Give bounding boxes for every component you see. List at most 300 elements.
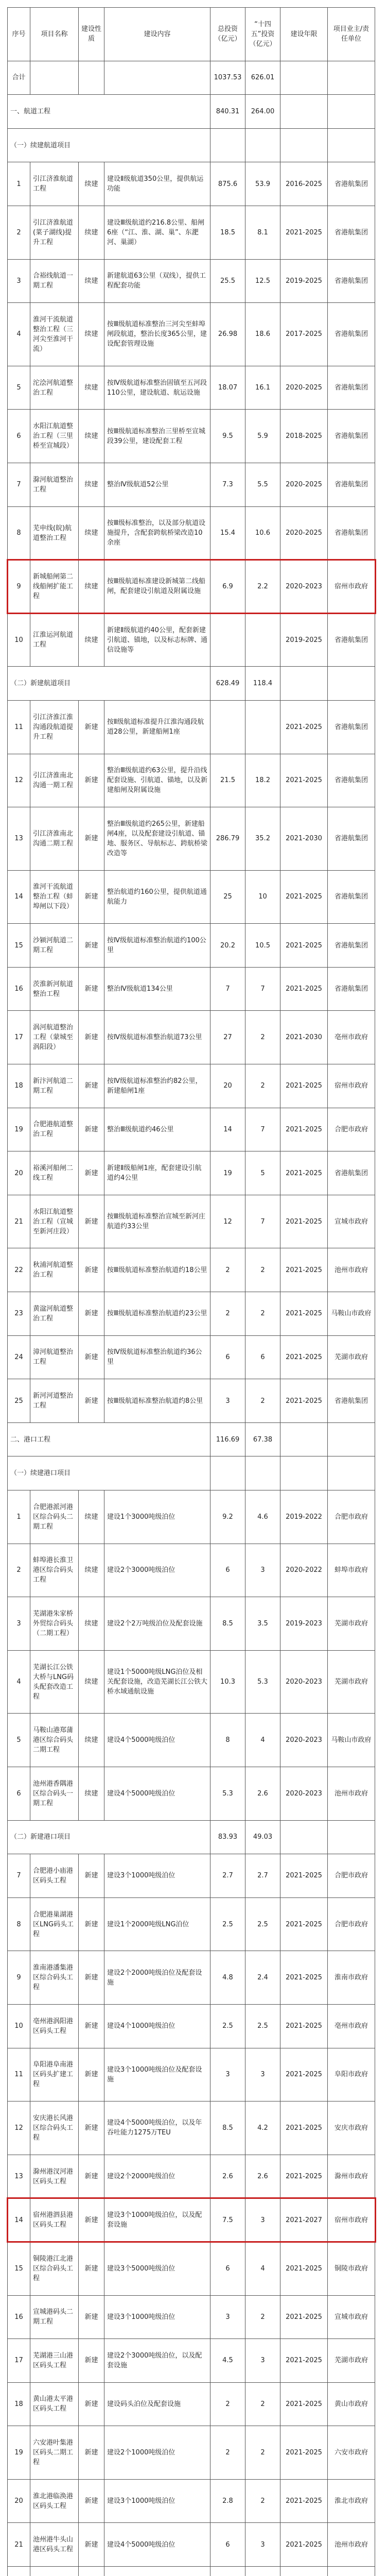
cell-content: 建设3个1000吨级泊位 (104, 2295, 210, 2339)
cell-content: 按Ⅱ级航道标准提升江淮沟通段航道28公里，新建船闸1座 (104, 700, 210, 754)
table-row (8, 1064, 375, 1108)
cell-plan: 3 (245, 2198, 280, 2242)
cell-owner: 黄山市政府 (328, 2382, 375, 2426)
cell-no: 8 (8, 506, 30, 560)
cell-period: 2021-2025 (280, 870, 328, 924)
cell-name: 滁州港汊河港区码头工程 (30, 2155, 79, 2198)
cell-owner: 省港航集团 (328, 206, 375, 259)
table-row (8, 1897, 375, 1951)
cell-invest: 7.3 (210, 463, 245, 506)
cell-no: 24 (8, 1335, 30, 1379)
cell-name: 沙颍河航道二期工程 (30, 924, 79, 968)
section-blank (280, 95, 328, 129)
cell-no: 13 (8, 2155, 30, 2198)
cell-type: 新建 (79, 2242, 104, 2295)
cell-content: 按Ⅲ级航道标准整治三河尖至蚌埠闸段航道，整治长度365公里，建设配套管理设施 (104, 303, 210, 366)
cell-content: 整治Ⅲ级航道约265公里，新建船闸4座，以及配套建设引航道、锚地、服务区、导航标志、跨航桥梁改造等 (104, 807, 210, 871)
group-row (8, 1820, 375, 1854)
total-plan: 626.01 (245, 61, 280, 95)
cell-invest: 27 (210, 1011, 245, 1064)
cell-type: 续建 (79, 1714, 104, 1767)
cell-type: 新建 (79, 1951, 104, 2005)
cell-name: 蚌埠港长淮卫港区综合码头工程 (30, 1544, 79, 1597)
cell-plan: 5.9 (245, 410, 280, 463)
cell-invest: 4.5 (210, 2339, 245, 2383)
cell-type: 新建 (79, 2523, 104, 2567)
table-row (8, 1650, 375, 1714)
cell-content: 整治Ⅲ级航道约63公里，提升沿线配套设施、引航道、锚地，以及新建船闸及附属设施 (104, 754, 210, 807)
table-row (8, 1379, 375, 1423)
cell-name: 裕溪河船闸二线工程 (30, 1151, 79, 1195)
cell-plan: 7 (245, 967, 280, 1011)
cell-no: 16 (8, 2295, 30, 2339)
table-row (8, 1011, 375, 1064)
cell-owner: 蚌埠市政府 (328, 1544, 375, 1597)
cell-plan: 10.6 (245, 506, 280, 560)
cell-no: 10 (8, 613, 30, 667)
cell-owner: 铜陵市政府 (328, 2242, 375, 2295)
cell-period: 2021-2025 (280, 1335, 328, 1379)
cell-invest: 14 (210, 1108, 245, 1151)
cell-invest: 7 (210, 967, 245, 1011)
cell-name: 宿州港泗县港区码头工程 (30, 2198, 79, 2242)
cell-owner: 省港航集团 (328, 162, 375, 206)
table-row (8, 807, 375, 871)
cell-no: 16 (8, 967, 30, 1011)
cell-owner: 省港航集团 (328, 967, 375, 1011)
cell-period: 2021-2025 (280, 1108, 328, 1151)
cell-invest: 21.5 (210, 754, 245, 807)
group-blank (280, 1456, 328, 1490)
table-row (8, 2426, 375, 2480)
cell-plan (245, 613, 280, 667)
cell-invest: 9.5 (210, 410, 245, 463)
cell-plan (245, 2567, 280, 2576)
group-title: （一）续建航道项目 (8, 128, 210, 162)
cell-plan: 3 (245, 2523, 280, 2567)
cell-owner: 阜阳市政府 (328, 2048, 375, 2102)
cell-no: 20 (8, 1151, 30, 1195)
cell-name: 合肥港航道整治工程 (30, 1108, 79, 1151)
cell-period: 2021-2025 (280, 2102, 328, 2155)
cell-invest: 6.9 (210, 560, 245, 614)
cell-invest: 6 (210, 1335, 245, 1379)
cell-plan: 2.4 (245, 1951, 280, 2005)
cell-owner: 淮南市政府 (328, 1951, 375, 2005)
cell-no: 19 (8, 2426, 30, 2480)
cell-owner: 省港航集团 (328, 1151, 375, 1195)
cell-no: 21 (8, 1195, 30, 1248)
group-title: （一）续建港口项目 (8, 1456, 210, 1490)
cell-name: 秋浦河航道整治工程 (30, 1248, 79, 1292)
group-invest: 83.93 (210, 1820, 245, 1854)
cell-period: 2021-2025 (280, 1248, 328, 1292)
cell-owner: 池州市政府 (328, 2523, 375, 2567)
cell-plan: 2 (245, 1292, 280, 1336)
section-row (8, 95, 375, 129)
cell-no: 3 (8, 1597, 30, 1651)
total-blank (79, 61, 104, 95)
cell-name: 淮北港临涣港区码头工程 (30, 2479, 79, 2523)
cell-content: 按Ⅲ级标准整治，以及部分航道设施提升，含配套跨航桥梁改造10余座 (104, 506, 210, 560)
cell-plan (245, 700, 280, 754)
table-row (8, 506, 375, 560)
cell-type: 新建 (79, 2382, 104, 2426)
cell-no: 9 (8, 560, 30, 614)
cell-type: 新建 (79, 1195, 104, 1248)
table-row (8, 206, 375, 259)
cell-owner: 合肥市政府 (328, 1108, 375, 1151)
cell-period: 2021-2030 (280, 807, 328, 871)
cell-period: 2019-2025 (280, 613, 328, 667)
cell-period: 2021-2025 (280, 2523, 328, 2567)
cell-invest: 2.7 (210, 1854, 245, 1898)
cell-content: 建设Ⅲ级航道约216.8公里、船闸6座（“江、淮、湖、巢”、东淝河、巢湖） (104, 206, 210, 259)
cell-name: 合肥港派河港区综合码头二期工程 (30, 1490, 79, 1544)
cell-owner: 省港航集团 (328, 259, 375, 303)
cell-type: 续建 (79, 463, 104, 506)
cell-no: 2 (8, 206, 30, 259)
project-table-container (7, 7, 375, 2576)
cell-no: 23 (8, 1292, 30, 1336)
group-title: （二）新建航道项目 (8, 667, 210, 701)
cell-owner: 省港航集团 (328, 924, 375, 968)
cell-name: 水阳江航道整治工程（三里桥至宣城段） (30, 410, 79, 463)
cell-owner: 省港航集团 (328, 1379, 375, 1423)
cell-plan: 3 (245, 2048, 280, 2102)
cell-content: 按Ⅳ级航道标准整治约82公里，新建船闸1座 (104, 1064, 210, 1108)
cell-type: 新建 (79, 754, 104, 807)
cell-period: 2021-2025 (280, 2155, 328, 2198)
cell-invest: 19 (210, 1151, 245, 1195)
table-row (8, 967, 375, 1011)
cell-period: 2020-2023 (280, 560, 328, 614)
cell-invest: 3 (210, 1379, 245, 1423)
cell-period: 2020-2025 (280, 506, 328, 560)
cell-invest: 875.6 (210, 162, 245, 206)
cell-no: 11 (8, 700, 30, 754)
cell-period: 2021-2025 (280, 1379, 328, 1423)
table-row (8, 2155, 375, 2198)
group-blank (328, 1456, 375, 1490)
cell-period: 2020-2023 (280, 1650, 328, 1714)
header-plan: “十四五”投资（亿元） (245, 8, 280, 61)
cell-invest: 6 (210, 1544, 245, 1597)
group-invest (210, 128, 245, 162)
cell-content: 建设4个5000吨级泊位 (104, 1714, 210, 1767)
cell-period: 2021-2025 (280, 2242, 328, 2295)
table-row (8, 2339, 375, 2383)
cell-name: 江淮运河航道工程 (30, 613, 79, 667)
cell-invest: 18.5 (210, 206, 245, 259)
cell-owner: 芜湖市政府 (328, 1650, 375, 1714)
table-header-row (8, 8, 375, 61)
cell-type: 新建 (79, 2102, 104, 2155)
cell-plan: 10 (245, 870, 280, 924)
cell-invest: 8.5 (210, 2102, 245, 2155)
cell-content (104, 2567, 210, 2576)
cell-type: 新建 (79, 1151, 104, 1195)
cell-content: 按Ⅲ级航道标准整治航道约8公里 (104, 1379, 210, 1423)
table-row (8, 463, 375, 506)
table-row (8, 2479, 375, 2523)
cell-period: 2021-2025 (280, 1292, 328, 1336)
cell-invest (210, 2567, 245, 2576)
cell-plan: 2.2 (245, 560, 280, 614)
cell-period: 2020-2025 (280, 366, 328, 410)
cell-content: 建设3个1000吨级泊位 (104, 1854, 210, 1898)
cell-owner: 亳州市政府 (328, 2004, 375, 2048)
cell-no: 3 (8, 259, 30, 303)
cell-content: 按Ⅳ级航道标准整治航道约100公里 (104, 924, 210, 968)
cell-content: 建设2个3000吨级泊位，以及配套设施 (104, 2339, 210, 2383)
cell-no: 13 (8, 807, 30, 871)
cell-plan: 35.2 (245, 807, 280, 871)
cell-no: 10 (8, 2004, 30, 2048)
cell-plan: 7 (245, 1195, 280, 1248)
section-title: 二、港口工程 (8, 1422, 210, 1456)
cell-content: 建设2个1000吨级泊位 (104, 2426, 210, 2480)
cell-owner: 合肥市政府 (328, 1490, 375, 1544)
table-row (8, 1544, 375, 1597)
cell-owner: 省港航集团 (328, 366, 375, 410)
cell-owner: 宣城市政府 (328, 2295, 375, 2339)
header-period: 建设年限 (280, 8, 328, 61)
cell-period: 2016-2025 (280, 162, 328, 206)
cell-period (280, 2567, 328, 2576)
group-row (8, 128, 375, 162)
cell-content: 按Ⅲ级航道标准整治航道约23公里 (104, 1292, 210, 1336)
cell-type: 续建 (79, 506, 104, 560)
cell-content: 建设2个2万吨级泊位及配套设施 (104, 1597, 210, 1651)
cell-name: 水阳江航道整治工程（宣城至新河庄段） (30, 1195, 79, 1248)
cell-owner: 宿州市政府 (328, 560, 375, 614)
cell-content: 建设2个2000吨级泊位 (104, 2155, 210, 2198)
cell-owner: 宿州市政府 (328, 2198, 375, 2242)
cell-invest: 25 (210, 870, 245, 924)
cell-plan: 5.5 (245, 463, 280, 506)
cell-no: 9 (8, 1951, 30, 2005)
cell-name: 淮河干流航道整治工程（三河尖至淮河干流） (30, 303, 79, 366)
cell-no: 8 (8, 1897, 30, 1951)
cell-name: 沱浍河航道整治工程 (30, 366, 79, 410)
total-invest: 1037.53 (210, 61, 245, 95)
cell-name (30, 2567, 79, 2576)
table-row (8, 2004, 375, 2048)
table-row (8, 924, 375, 968)
cell-type: 续建 (79, 1490, 104, 1544)
cell-plan: 7 (245, 1108, 280, 1151)
cell-plan: 2 (245, 1011, 280, 1064)
cell-type: 新建 (79, 2198, 104, 2242)
cell-name: 铜陵港江北港区综合码头工程 (30, 2242, 79, 2295)
cell-no: 5 (8, 366, 30, 410)
cell-invest: 18.07 (210, 366, 245, 410)
cell-content: 建设4个5000吨级泊位，以及年吞吐能力1275万TEU (104, 2102, 210, 2155)
cell-no: 15 (8, 924, 30, 968)
cell-invest: 26.98 (210, 303, 245, 366)
cell-type: 新建 (79, 924, 104, 968)
cell-content: 建设3个1000吨级泊位，以及配套设施 (104, 2198, 210, 2242)
cell-owner: 省港航集团 (328, 613, 375, 667)
group-blank (280, 1820, 328, 1854)
section-row (8, 1422, 375, 1456)
cell-type: 新建 (79, 807, 104, 871)
table-row (8, 870, 375, 924)
cell-type: 新建 (79, 967, 104, 1011)
cell-owner: 省港航集团 (328, 463, 375, 506)
total-blank (104, 61, 210, 95)
table-row (8, 2382, 375, 2426)
cell-content: 建设1个2000吨级LNG泊位 (104, 1897, 210, 1951)
total-blank (328, 61, 375, 95)
cell-plan: 4.6 (245, 1490, 280, 1544)
cell-content: 整治Ⅳ级航道134公里 (104, 967, 210, 1011)
table-row (8, 1951, 375, 2005)
cell-owner: 安庆市政府 (328, 2102, 375, 2155)
cell-period: 2021-2025 (280, 1195, 328, 1248)
cell-no: 2 (8, 1544, 30, 1597)
cell-invest: 2 (210, 2382, 245, 2426)
cell-name: 池州港香隅港区综合码头一期工程 (30, 1767, 79, 1820)
table-row (8, 700, 375, 754)
cell-type: 新建 (79, 1897, 104, 1951)
cell-period: 2021-2025 (280, 754, 328, 807)
cell-no: 19 (8, 1108, 30, 1151)
cell-owner: 池州市政府 (328, 1767, 375, 1820)
cell-period: 2021-2025 (280, 1854, 328, 1898)
cell-type: 续建 (79, 259, 104, 303)
cell-type: 续建 (79, 1767, 104, 1820)
cell-no: 6 (8, 410, 30, 463)
cell-invest (210, 613, 245, 667)
cell-no: 12 (8, 2102, 30, 2155)
cell-type: 新建 (79, 2048, 104, 2102)
table-row (8, 1248, 375, 1292)
cell-plan: 2 (245, 1248, 280, 1292)
cell-invest: 2.8 (210, 2479, 245, 2523)
cell-invest: 20 (210, 1064, 245, 1108)
cell-content: 整治Ⅳ级航道52公里 (104, 463, 210, 506)
group-plan (245, 1456, 280, 1490)
cell-plan: 16.1 (245, 366, 280, 410)
cell-invest: 8 (210, 1714, 245, 1767)
cell-period: 2020-2025 (280, 463, 328, 506)
cell-content: 新建Ⅱ级船闸1座，配套建设引航道约4公里 (104, 1151, 210, 1195)
cell-name: 亳州港涡阳港区码头工程 (30, 2004, 79, 2048)
cell-name: 芜湖港朱家桥外贸综合码头（二期工程） (30, 1597, 79, 1651)
cell-owner: 宣城市政府 (328, 1195, 375, 1248)
cell-period: 2017-2025 (280, 303, 328, 366)
cell-content: 按Ⅲ级航道标准整治航道约18公里 (104, 1248, 210, 1292)
cell-period: 2021-2025 (280, 2426, 328, 2480)
section-title: 一、航道工程 (8, 95, 210, 129)
table-row (8, 2048, 375, 2102)
cell-name: 涡河航道整治工程（蒙城至涡阳段） (30, 1011, 79, 1064)
cell-type: 续建 (79, 303, 104, 366)
cell-plan: 2 (245, 2382, 280, 2426)
cell-owner: 六安市政府 (328, 2426, 375, 2480)
group-blank (280, 667, 328, 701)
group-blank (280, 128, 328, 162)
cell-owner: 马鞍山市政府 (328, 1292, 375, 1336)
cell-plan: 5.3 (245, 1650, 280, 1714)
cell-type: 新建 (79, 2339, 104, 2383)
cell-owner: 省港航集团 (328, 807, 375, 871)
cell-no: 14 (8, 2198, 30, 2242)
table-row (8, 1767, 375, 1820)
cell-content: 建设3个5000吨级泊位 (104, 2242, 210, 2295)
cell-content: 按Ⅲ级航道标准整治宣城至新河庄航道约33公里 (104, 1195, 210, 1248)
cell-no: 5 (8, 1714, 30, 1767)
group-blank (328, 667, 375, 701)
cell-type: 新建 (79, 1335, 104, 1379)
cell-name: 新河河道整治工程 (30, 1379, 79, 1423)
cell-period: 2021-2025 (280, 2004, 328, 2048)
group-invest (210, 1456, 245, 1490)
cell-content: 按Ⅲ级航道标准整治三里桥至宣城段39公里，建设配套工程 (104, 410, 210, 463)
table-row (8, 2242, 375, 2295)
cell-period: 2021-2025 (280, 2048, 328, 2102)
cell-name: 阜阳港阜南港区码头扩建工程 (30, 2048, 79, 2102)
cell-content: 建设1个5000吨级LNG泊位及相关配套设施，改造芜湖长江公铁大桥水域通航设施 (104, 1650, 210, 1714)
cell-plan: 2 (245, 2426, 280, 2480)
cell-owner: 芜湖市政府 (328, 1597, 375, 1651)
cell-content: 建设Ⅱ级航道350公里，提供航运功能 (104, 162, 210, 206)
cell-period: 2018-2025 (280, 410, 328, 463)
table-row (8, 1108, 375, 1151)
cell-name: 芜申线(皖)航道整治工程 (30, 506, 79, 560)
cell-period: 2021-2025 (280, 2382, 328, 2426)
table-row (8, 1151, 375, 1195)
cell-no (8, 2567, 30, 2576)
cell-plan: 3 (245, 1544, 280, 1597)
section-plan: 264.00 (245, 95, 280, 129)
table-row (8, 1195, 375, 1248)
table-row (8, 560, 375, 614)
cell-content: 新建Ⅱ级航道约40公里，配套新建引航道、锚地，以及标志标牌、通信设施等 (104, 613, 210, 667)
section-plan: 67.38 (245, 1422, 280, 1456)
cell-content: 按Ⅲ级航道标准建设新城第二线船闸，配套建设引航道及附属设施 (104, 560, 210, 614)
cell-period: 2021-2025 (280, 2479, 328, 2523)
cell-invest: 286.79 (210, 807, 245, 871)
cell-content: 建设4个5000吨级泊位 (104, 2523, 210, 2567)
cell-no: 4 (8, 1650, 30, 1714)
cell-content: 按Ⅳ级航道标准整治航道约36公里 (104, 1335, 210, 1379)
cell-type: 新建 (79, 870, 104, 924)
cell-no: 18 (8, 1064, 30, 1108)
section-invest: 840.31 (210, 95, 245, 129)
cell-name: 池州港牛头山港区码头工程 (30, 2523, 79, 2567)
cell-no: 17 (8, 2339, 30, 2383)
cell-invest: 25.5 (210, 259, 245, 303)
cell-no: 17 (8, 1011, 30, 1064)
cell-plan: 2.5 (245, 2004, 280, 2048)
table-row (8, 2198, 375, 2242)
cell-content: 建设4个1000吨级泊位 (104, 2004, 210, 2048)
total-label: 合计 (8, 61, 30, 95)
cell-plan: 3.5 (245, 1597, 280, 1651)
cell-period: 2021-2025 (280, 924, 328, 968)
cell-type: 续建 (79, 1597, 104, 1651)
cell-content: 建设1个3000吨级泊位 (104, 1490, 210, 1544)
cell-owner: 省港航集团 (328, 754, 375, 807)
cell-name: 引江济淮航道工程 (30, 162, 79, 206)
cell-name: 引江济淮南北沟通一期工程 (30, 754, 79, 807)
cell-type: 新建 (79, 1248, 104, 1292)
cell-type: 续建 (79, 1544, 104, 1597)
table-row (8, 1335, 375, 1379)
